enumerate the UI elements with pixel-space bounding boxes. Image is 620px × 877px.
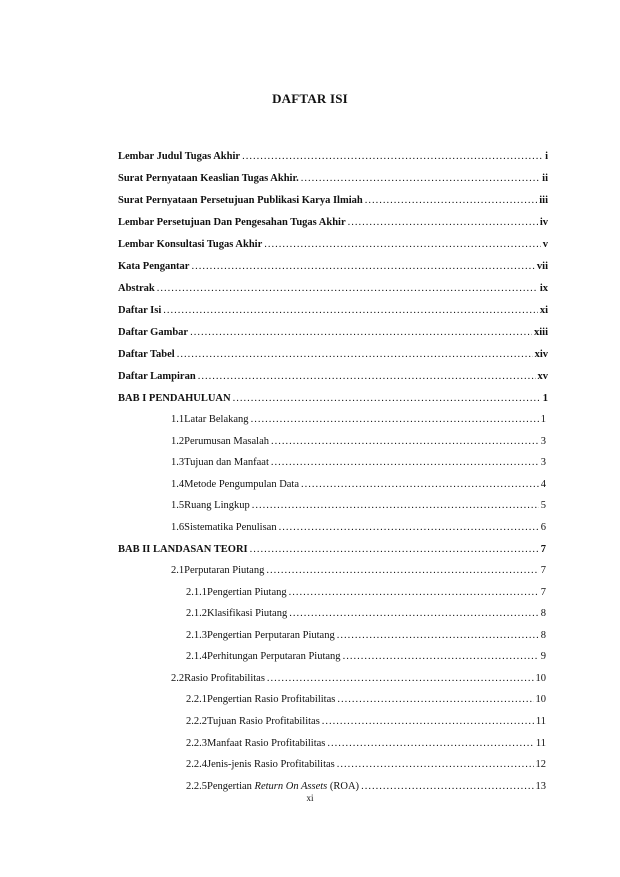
- toc-entry-page: 6: [540, 522, 546, 533]
- dot-leader: [191, 260, 534, 274]
- toc-entry-number: 2.1: [171, 565, 185, 576]
- toc-entry-label: Daftar Lampiran: [118, 371, 196, 382]
- dot-leader: [264, 238, 541, 252]
- toc-entry-label: Lembar Judul Tugas Akhir: [118, 151, 241, 162]
- toc-entry: [171, 456, 546, 470]
- dot-leader: [327, 737, 533, 751]
- toc-entry-page: 10: [535, 694, 546, 705]
- toc-entry-page: 11: [535, 738, 546, 749]
- page-title: DAFTAR ISI: [272, 91, 348, 106]
- toc-entry-page: 3: [540, 436, 546, 447]
- dot-leader: [301, 478, 539, 492]
- toc-entry-page: 4: [540, 479, 546, 490]
- toc-entry: [118, 392, 548, 406]
- toc-entry-label: Pengertian Piutang: [207, 587, 287, 598]
- dot-leader: [271, 456, 539, 470]
- toc-entry-label: Perumusan Masalah: [184, 436, 269, 447]
- dot-leader: [348, 216, 538, 230]
- toc-entry-label: Daftar Gambar: [118, 327, 189, 338]
- toc-entry-page: v: [542, 239, 548, 250]
- toc-entry-number: 2.2: [171, 673, 185, 684]
- dot-leader: [198, 370, 536, 384]
- toc-entry-number: 2.1.2: [186, 608, 207, 619]
- toc-entry-page: 7: [540, 587, 546, 598]
- dot-leader: [289, 586, 539, 600]
- toc-entry: [171, 478, 546, 492]
- toc-entry-label: BAB II LANDASAN TEORI: [118, 544, 248, 555]
- toc-entry: [171, 435, 546, 449]
- toc-entry-number: 1.4: [171, 479, 185, 490]
- dot-leader: [267, 672, 534, 686]
- toc-entry-page: 1: [540, 414, 546, 425]
- dot-leader: [252, 499, 539, 513]
- toc-entry-number: 2.1.1: [186, 587, 207, 598]
- toc-entry-number: 2.2.2: [186, 716, 207, 727]
- toc-entry-number: 2.1.3: [186, 630, 207, 641]
- toc-entry-number: 2.2.3: [186, 738, 207, 749]
- toc-entry-page: xiii: [533, 327, 548, 338]
- toc-entry: [171, 521, 546, 535]
- dot-leader: [266, 564, 538, 578]
- toc-entry-label: Klasifikasi Piutang: [207, 608, 288, 619]
- dot-leader: [177, 348, 533, 362]
- toc-entry-label: Pengertian Perputaran Piutang: [207, 630, 335, 641]
- dot-leader: [250, 543, 539, 557]
- toc-entry-label: Lembar Konsultasi Tugas Akhir: [118, 239, 263, 250]
- toc-entry-number: 1.2: [171, 436, 185, 447]
- toc-entry-page: 13: [535, 781, 546, 792]
- toc-entry-label: Perputaran Piutang: [184, 565, 265, 576]
- toc-entry-page: xv: [537, 371, 548, 382]
- dot-leader: [337, 758, 534, 772]
- dot-leader: [233, 392, 541, 406]
- toc-entry: [118, 216, 548, 230]
- dot-leader: [289, 607, 539, 621]
- toc-entry: [186, 715, 546, 729]
- toc-entry-label: Tujuan Rasio Profitabilitas: [207, 716, 320, 727]
- toc-entry-number: 2.2.1: [186, 694, 207, 705]
- dot-leader: [163, 304, 538, 318]
- toc-entry-number: 2.2.5: [186, 781, 207, 792]
- toc-entry-label: Ruang Lingkup: [184, 500, 250, 511]
- dot-leader: [361, 780, 533, 794]
- dot-leader: [337, 629, 539, 643]
- dot-leader: [365, 194, 538, 208]
- toc-entry-label: BAB I PENDAHULUAN: [118, 393, 231, 404]
- toc-entry-number: 1.6: [171, 522, 185, 533]
- toc-entry: [186, 758, 546, 772]
- toc-entry: [186, 607, 546, 621]
- toc-entry: [118, 150, 548, 164]
- page-number: xi: [306, 793, 314, 803]
- dot-leader: [157, 282, 538, 296]
- toc-entry-label: Pengertian Rasio Profitabilitas: [207, 694, 336, 705]
- toc-entry-label: Latar Belakang: [184, 414, 249, 425]
- dot-leader: [301, 172, 540, 186]
- toc-entry-number: 1.1: [171, 414, 185, 425]
- dot-leader: [251, 413, 539, 427]
- toc-entry-label: Metode Pengumpulan Data: [184, 479, 300, 490]
- toc-entry-label: Abstrak: [118, 283, 155, 294]
- toc-entry: [118, 238, 548, 252]
- toc-entry-page: 1: [542, 393, 548, 404]
- toc-entry-page: 8: [540, 630, 546, 641]
- toc-entry-label: Rasio Profitabilitas: [184, 673, 265, 684]
- toc-entry: [118, 326, 548, 340]
- toc-entry: [186, 780, 546, 794]
- dot-leader: [242, 150, 543, 164]
- dot-leader: [343, 650, 539, 664]
- toc-entry-label: Kata Pengantar: [118, 261, 190, 272]
- toc-entry: [118, 172, 548, 186]
- toc-entry: [186, 693, 546, 707]
- toc-entry: [118, 260, 548, 274]
- toc-entry: [171, 672, 546, 686]
- dot-leader: [337, 693, 533, 707]
- toc-entry-page: xi: [539, 305, 548, 316]
- toc-entry: [118, 304, 548, 318]
- toc-entry-page: 8: [540, 608, 546, 619]
- toc-entry-page: vii: [536, 261, 548, 272]
- toc-entry: [118, 543, 546, 557]
- italic-term: Return On Assets: [254, 781, 328, 792]
- toc-entry-page: 5: [540, 500, 546, 511]
- toc-entry-label: Daftar Tabel: [118, 349, 175, 360]
- toc-entry-number: 2.2.4: [186, 759, 207, 770]
- toc-entry-label: Lembar Persetujuan Dan Pengesahan Tugas Akhir: [118, 217, 346, 228]
- toc-entry-number: 1.5: [171, 500, 185, 511]
- toc-entry-page: xiv: [534, 349, 548, 360]
- toc-entry: [118, 282, 548, 296]
- toc-entry: [118, 194, 548, 208]
- dot-leader: [279, 521, 539, 535]
- toc-entry-page: ix: [539, 283, 548, 294]
- toc-entry-page: 12: [535, 759, 546, 770]
- toc-entry: [171, 564, 546, 578]
- toc-entry-page: 11: [535, 716, 546, 727]
- toc-entry-page: 10: [535, 673, 546, 684]
- dot-leader: [190, 326, 532, 340]
- toc-entry-page: i: [545, 151, 548, 162]
- toc-entry: [186, 586, 546, 600]
- toc-entry-label: Daftar Isi: [118, 305, 162, 316]
- toc-entry-label: Perhitungan Perputaran Piutang: [207, 651, 341, 662]
- toc-entry-number: 2.1.4: [186, 651, 207, 662]
- toc-entry-label: Tujuan dan Manfaat: [184, 457, 269, 468]
- toc-entry-label: Surat Pernyataan Persetujuan Publikasi Karya Ilmiah: [118, 195, 363, 206]
- toc-entry-label: Jenis-jenis Rasio Profitabilitas: [207, 759, 335, 770]
- toc-entry-page: ii: [542, 173, 548, 184]
- toc-entry: [186, 737, 546, 751]
- toc-entry: [171, 499, 546, 513]
- toc-entry-page: iii: [539, 195, 548, 206]
- toc-entry-label: Pengertian Return On Assets (ROA): [207, 781, 360, 792]
- toc-entry-page: 3: [540, 457, 546, 468]
- toc-entry-page: 9: [540, 651, 546, 662]
- toc-entry: [118, 370, 548, 384]
- toc-entry-number: 1.3: [171, 457, 185, 468]
- toc-entry: [186, 650, 546, 664]
- toc-entry: [171, 413, 546, 427]
- toc-entry-page: 7: [540, 544, 546, 555]
- toc-entry-page: 7: [540, 565, 546, 576]
- dot-leader: [322, 715, 534, 729]
- toc-entry-label: Surat Pernyataan Keaslian Tugas Akhir.: [118, 173, 299, 184]
- toc-entry-page: iv: [539, 217, 548, 228]
- toc-entry: [118, 348, 548, 362]
- toc-entry-label: Manfaat Rasio Profitabilitas: [207, 738, 326, 749]
- dot-leader: [271, 435, 539, 449]
- toc-entry-label: Sistematika Penulisan: [184, 522, 277, 533]
- toc-entry: [186, 629, 546, 643]
